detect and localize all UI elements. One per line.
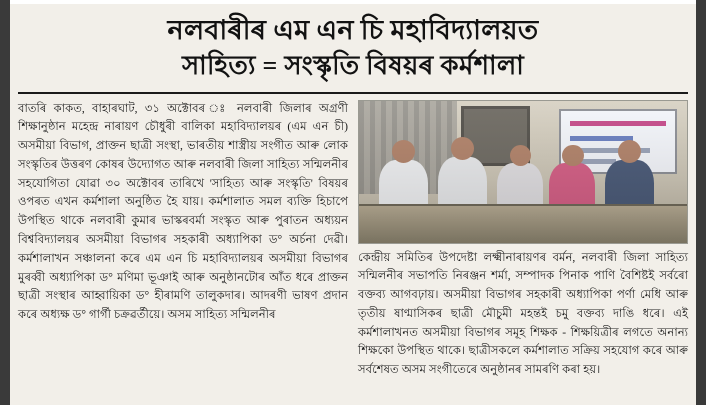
workshop-stage-photo (358, 100, 688, 244)
headline-line-2: সাহিত্য = সংস্কৃতি বিষয়ৰ কৰ্মশালা (181, 51, 525, 81)
article-column-right (358, 100, 688, 380)
article-column-left (18, 100, 348, 380)
photo-shading-overlay (359, 101, 687, 243)
article-text-right: কেন্দ্ৰীয় সমিতিৰ উপদেষ্টা লক্ষ্মীনাৰায়ণৰ বৰ্মন, নলবাৰী জিলা সাহিত্য সন্মিলনীৰ সভাপতি নিৰঞ্জন শৰ্মা, সম্পাদক পিনাক পাণি বৈশিষ্টই সৰ্বৰো বক্তব্য আগবঢ়ায়। অসমীয়া বিভাগৰ সহকাৰী অধ্যাপিকা পৰ্ণা মেধি আৰু তৃতীয় ষাণ্মাসিকৰ ছাত্ৰী মৌচুমী মহন্তই চমু বক্তব্য দাঙি ধৰে। এই কৰ্মশালাখনত অসমীয়া বিভাগৰ সমূহ শিক্ষক - শিক্ষয়িত্ৰীৰ লগতে অনান্য শিক্ষকো উপস্থিত থাকে। ছাত্ৰীসকলে কৰ্মশালাত সক্ৰিয় সহযোগ কৰে আৰু সৰ্বশেষত অসম সংগীতেৰে অনুষ্ঠানৰ সামৰণি কৰা হয়। (358, 250, 688, 377)
headline-line-1: নলবাৰীৰ এম এন চি মহাবিদ্যালয়ত (167, 15, 539, 45)
headline (16, 8, 690, 86)
article-columns (16, 100, 690, 380)
right-gutter (696, 0, 706, 405)
headline-divider (18, 92, 688, 94)
left-gutter (0, 0, 10, 405)
article-text-left: বাতৰি কাকত, বাহাৰঘাট, ৩১ অক্টোবৰ ঃ নলবাৰী জিলাৰ অগ্ৰণী শিক্ষানুষ্ঠান মহেন্দ্ৰ নাৰায়ণ চৌধুৰী বালিকা মহাবিদ্যালয়ৰ (এম এন চী) অসমীয়া বিভাগ, প্ৰাক্তন ছাত্ৰী সংস্থা, ভাৰতীয় শাস্ত্ৰীয় সংগীত আৰু লোক সংস্কৃতিৰ উত্তৰণ কোষৰ উদ্যোগত আৰু নলবাৰী জিলা সাহিত্য সন্মিলনীৰ সহযোগিতা যোৱা ৩০ অক্টোবৰ তাৰিখে 'সাহিত্য আৰু সংস্কৃতি' বিষয়ৰ ওপৰত এখন কৰ্মশালা অনুষ্ঠিত হৈ যায়। কৰ্মশালাত সমল ব্যক্তি হিচাপে উপস্থিত থাকে নলবাৰী কুমাৰ ভাস্কৰবৰ্মা সংস্কৃত আৰু পুৰাতন অধ্যয়ন বিশ্ববিদ্যালয়ৰ অসমীয়া বিভাগৰ সহকাৰী অধ্যাপিকা ড° অৰ্চনা দেৱী। কৰ্মশালাখন সঞ্চালনা কৰে এম এন চি মহাবিদ্যালয়ৰ অসমীয়া বিভাগৰ মুৰব্বী অধ্যাপিকা ড° মণিমা ভূঞাই আৰু অনুষ্ঠানটোৰ আঁত ধৰে প্ৰাক্তন ছাত্ৰী সংস্থাৰ আহ্বায়িকা ড° হীৰামণি তালুকদাৰ। আদৰণী ভাষণ প্ৰদান কৰে অধ্যক্ষ ড° গাৰ্গী চক্ৰৱৰ্তীয়ে। অসম সাহিত্য সন্মিলনীৰ (18, 101, 348, 322)
clipping-body (10, 4, 696, 405)
